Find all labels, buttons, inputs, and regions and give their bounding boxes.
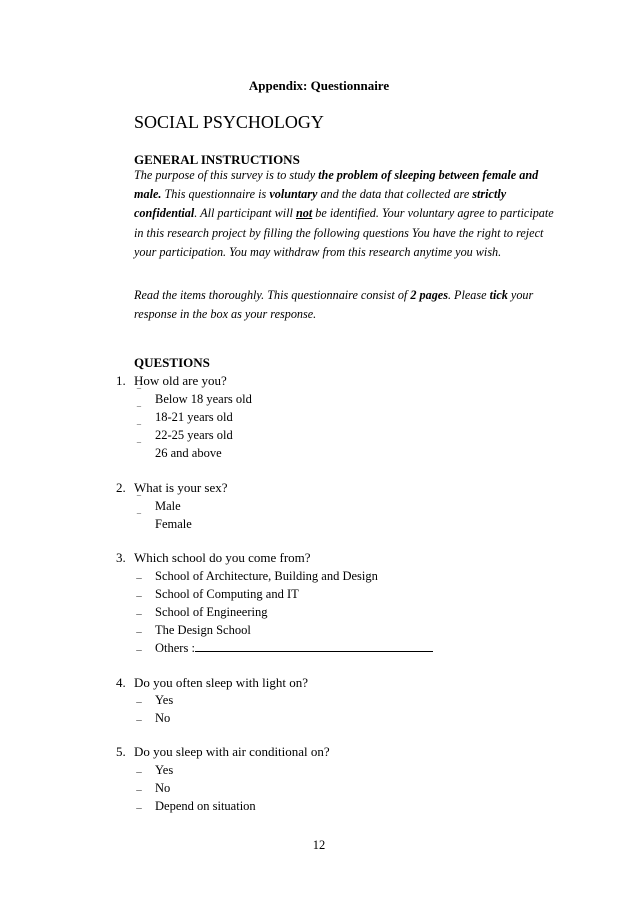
checkbox-mark[interactable]: ‾	[137, 442, 141, 454]
reading-instructions: Read the items thoroughly. This questionnaire consist of 2 pages. Please tick your response in the box as your response.	[134, 288, 534, 322]
option-label: 26 and above	[155, 446, 222, 460]
checkbox-mark[interactable]: _	[136, 780, 142, 792]
instructions-heading: GENERAL INSTRUCTIONS	[134, 152, 300, 167]
checkbox-mark[interactable]: ‾	[137, 388, 141, 400]
option-label: Male	[155, 499, 181, 513]
others-blank-line[interactable]	[195, 640, 433, 652]
option-label: School of Computing and IT	[155, 587, 299, 601]
checkbox-mark[interactable]: _	[136, 586, 142, 598]
appendix-title: Appendix: Questionnaire	[248, 78, 390, 93]
option-label: Below 18 years old	[155, 392, 252, 406]
intro-paragraph: The purpose of this survey is to study the problem of sleeping between female and male. This questionnaire is voluntary and the data that collected are strictly confidential. All participant will not be identified. Your voluntary agree to participate in this research project by filling the following questions You have the right to reject your participation. You may withdraw from this research anytime you wish.	[134, 168, 554, 259]
checkbox-mark[interactable]: ‾	[137, 424, 141, 436]
checkbox-mark[interactable]: ‾	[137, 513, 141, 525]
question-text: Which school do you come from?	[134, 550, 311, 565]
questions-heading: QUESTIONS	[134, 355, 210, 370]
page-title: SOCIAL PSYCHOLOGY	[134, 112, 324, 132]
question-text: Do you often sleep with light on?	[134, 675, 309, 690]
checkbox-mark[interactable]: ‾	[137, 495, 141, 507]
question-number: 5.	[116, 744, 126, 759]
option-label: 18-21 years old	[155, 410, 233, 424]
question-number: 4.	[116, 675, 126, 690]
question-number: 2.	[116, 480, 126, 495]
option-label: School of Engineering	[155, 605, 268, 619]
question-text: What is your sex?	[134, 480, 228, 495]
option-label: No	[155, 781, 171, 795]
question-number: 1.	[116, 373, 126, 388]
option-label: Female	[155, 517, 192, 531]
option-label: Depend on situation	[155, 799, 256, 813]
question-text: How old are you?	[134, 373, 227, 388]
checkbox-mark[interactable]: _	[136, 762, 142, 774]
checkbox-mark[interactable]: _	[136, 710, 142, 722]
checkbox-mark[interactable]: _	[136, 640, 142, 652]
checkbox-mark[interactable]: _	[136, 568, 142, 580]
option-label: School of Architecture, Building and Design	[155, 569, 378, 583]
checkbox-mark[interactable]: _	[136, 604, 142, 616]
option-label: Yes	[155, 693, 174, 707]
option-label: 22-25 years old	[155, 428, 233, 442]
checkbox-mark[interactable]: _	[136, 798, 142, 810]
option-label: Others :	[155, 639, 433, 657]
question-text: Do you sleep with air conditional on?	[134, 744, 330, 759]
option-label: No	[155, 711, 171, 725]
checkbox-mark[interactable]: _	[136, 692, 142, 704]
question-number: 3.	[116, 550, 126, 565]
page-number: 12	[312, 838, 326, 852]
checkbox-mark[interactable]: ‾	[137, 406, 141, 418]
checkbox-mark[interactable]: _	[136, 622, 142, 634]
option-label: Yes	[155, 763, 174, 777]
option-label: The Design School	[155, 623, 251, 637]
